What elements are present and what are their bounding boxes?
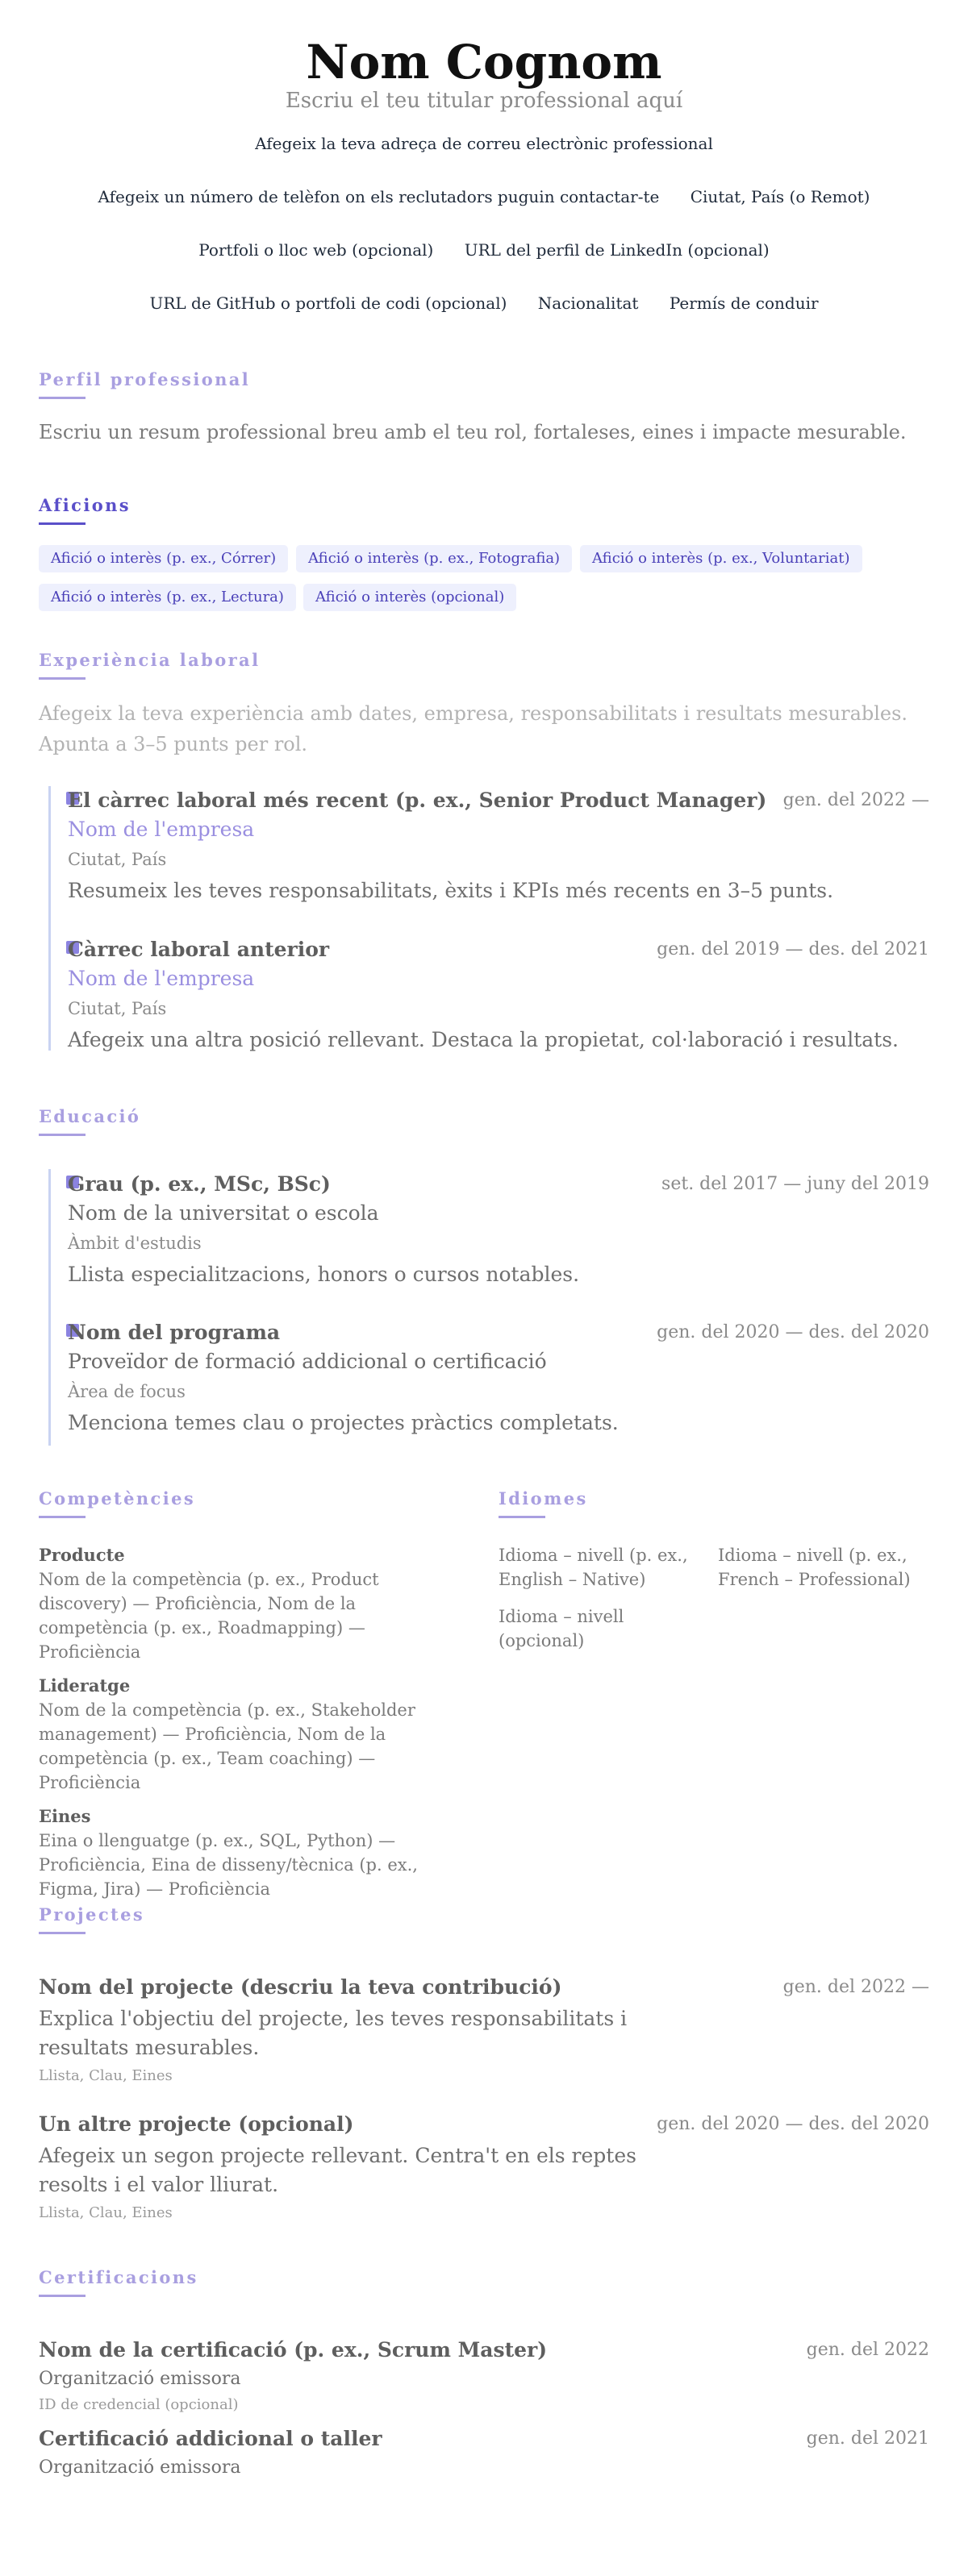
- degree-title[interactable]: Nom del programa: [68, 1321, 281, 1344]
- certification-issuer: Organització emissora: [39, 2369, 241, 2389]
- job-title[interactable]: Càrrec laboral anterior: [68, 938, 330, 961]
- certification-issuer: Organització emissora: [39, 2457, 241, 2478]
- linkedin-link[interactable]: URL del perfil de LinkedIn (opcional): [464, 240, 770, 260]
- professional-headline: Escriu el teu titular professional aquí: [285, 89, 683, 113]
- section-rule: [39, 2295, 86, 2297]
- certification-name[interactable]: Certificació addicional o taller: [39, 2427, 382, 2450]
- job-title[interactable]: El càrrec laboral més recent (p. ex., Senior Product Manager): [68, 789, 767, 812]
- project-dates: gen. del 2020 — des. del 2020: [657, 2114, 929, 2134]
- credential-id: ID de credencial (opcional): [39, 2396, 239, 2413]
- certification-date: gen. del 2021: [806, 2428, 929, 2449]
- school-name: Proveïdor de formació addicional o certificació: [68, 1350, 547, 1373]
- degree-description: Llista especialitzacions, honors o cursos notables.: [68, 1263, 580, 1286]
- contact-row-3: [0, 240, 968, 260]
- skill-list: Nom de la competència (p. ex., Stakeholder management) — Proficiència, Nom de la competència (p. ex., Team coaching) — Proficiència: [39, 1700, 415, 1792]
- section-title-hobbies: Aficions: [39, 495, 131, 515]
- job-company: Nom de l'empresa: [68, 818, 255, 841]
- language-item: Idioma – nivell (p. ex., English – Native): [499, 1546, 688, 1589]
- github-link[interactable]: URL de GitHub o portfoli de codi (opcional): [149, 293, 507, 313]
- section-rule: [499, 1516, 545, 1518]
- project-tags: Llista, Clau, Eines: [39, 2067, 173, 2084]
- hobby-chip[interactable]: Afició o interès (opcional): [303, 584, 516, 611]
- license-field[interactable]: Permís de conduir: [669, 293, 819, 313]
- email-field[interactable]: Afegeix la teva adreça de correu electrònic professional: [255, 134, 713, 153]
- job-dates: gen. del 2019 — des. del 2021: [657, 939, 929, 959]
- job-company: Nom de l'empresa: [68, 967, 255, 990]
- skill-category: Eines: [39, 1806, 91, 1826]
- section-title-certifications: Certificacions: [39, 2267, 198, 2287]
- job-dates: gen. del 2022 —: [782, 790, 929, 810]
- section-title-profile: Perfil professional: [39, 369, 251, 389]
- hobby-chip[interactable]: Afició o interès (p. ex., Lectura): [39, 584, 296, 611]
- language-item: Idioma – nivell (p. ex., French – Professional): [718, 1546, 911, 1589]
- field-of-study: Àrea de focus: [68, 1382, 186, 1401]
- job-description: Resumeix les teves responsabilitats, èxits i KPIs més recents en 3–5 punts.: [68, 879, 834, 902]
- hobby-chip[interactable]: Afició o interès (p. ex., Córrer): [39, 545, 288, 572]
- section-rule: [39, 397, 86, 399]
- section-title-languages: Idiomes: [499, 1488, 588, 1509]
- job-description: Afegeix una altra posició rellevant. Destaca la propietat, col·laboració i resultats.: [68, 1028, 899, 1051]
- section-rule: [39, 1932, 86, 1934]
- section-rule: [39, 1134, 86, 1136]
- candidate-name: Nom Cognom: [306, 35, 662, 89]
- school-name: Nom de la universitat o escola: [68, 1201, 379, 1225]
- nationality-field[interactable]: Nacionalitat: [537, 293, 639, 313]
- section-rule: [39, 522, 86, 525]
- degree-dates: gen. del 2020 — des. del 2020: [657, 1322, 929, 1342]
- project-name[interactable]: Nom del projecte (descriu la teva contribució): [39, 1975, 562, 1999]
- field-of-study: Àmbit d'estudis: [68, 1234, 202, 1253]
- skill-list: Nom de la competència (p. ex., Product discovery) — Proficiència, Nom de la competència (p. ex., Roadmapping) — Proficiència: [39, 1570, 379, 1662]
- certification-date: gen. del 2022: [806, 2340, 929, 2360]
- project-description: Afegeix un segon projecte rellevant. Centra't en els reptes resolts i el valor lliurat.: [39, 2144, 636, 2196]
- project-name[interactable]: Un altre projecte (opcional): [39, 2112, 354, 2136]
- skill-category: Producte: [39, 1545, 125, 1565]
- language-item: Idioma – nivell (opcional): [499, 1607, 624, 1650]
- section-title-skills: Competències: [39, 1488, 196, 1509]
- contact-row-2: [0, 187, 968, 206]
- phone-field[interactable]: Afegeix un número de telèfon on els reclutadors puguin contactar-te: [98, 187, 660, 206]
- project-description: Explica l'objectiu del projecte, les teves responsabilitats i resultats mesurables.: [39, 2007, 628, 2059]
- education-timeline: [48, 1169, 51, 1446]
- website-link[interactable]: Portfoli o lloc web (opcional): [198, 240, 434, 260]
- section-rule: [39, 1516, 86, 1518]
- skill-category: Lideratge: [39, 1675, 131, 1696]
- section-rule: [39, 677, 86, 680]
- location-field[interactable]: Ciutat, País (o Remot): [690, 187, 870, 206]
- section-title-projects: Projectes: [39, 1904, 145, 1925]
- degree-title[interactable]: Grau (p. ex., MSc, BSc): [68, 1172, 331, 1196]
- degree-dates: set. del 2017 — juny del 2019: [661, 1174, 929, 1194]
- job-location: Ciutat, País: [68, 850, 167, 869]
- hobby-chip[interactable]: Afició o interès (p. ex., Voluntariat): [580, 545, 862, 572]
- degree-description: Menciona temes clau o projectes pràctics completats.: [68, 1411, 619, 1434]
- project-dates: gen. del 2022 —: [782, 1977, 929, 1997]
- contact-row-4: [0, 293, 968, 313]
- contact-row-1: [0, 134, 968, 153]
- certification-name[interactable]: Nom de la certificació (p. ex., Scrum Master): [39, 2338, 548, 2362]
- experience-timeline: [48, 786, 51, 1051]
- job-location: Ciutat, País: [68, 999, 167, 1018]
- hobby-chip[interactable]: Afició o interès (p. ex., Fotografia): [296, 545, 572, 572]
- section-title-experience: Experiència laboral: [39, 650, 261, 670]
- profile-summary[interactable]: Escriu un resum professional breu amb el teu rol, fortaleses, eines i impacte mesurable.: [39, 421, 907, 443]
- project-tags: Llista, Clau, Eines: [39, 2204, 173, 2221]
- skill-list: Eina o llenguatge (p. ex., SQL, Python) — Proficiència, Eina de disseny/tècnica (p. ex., Figma, Jira) — Proficiència: [39, 1831, 418, 1899]
- section-title-education: Educació: [39, 1106, 141, 1126]
- experience-intro: Afegeix la teva experiència amb dates, empresa, responsabilitats i resultats mesurables. Apunta a 3–5 punts per rol.: [39, 702, 908, 755]
